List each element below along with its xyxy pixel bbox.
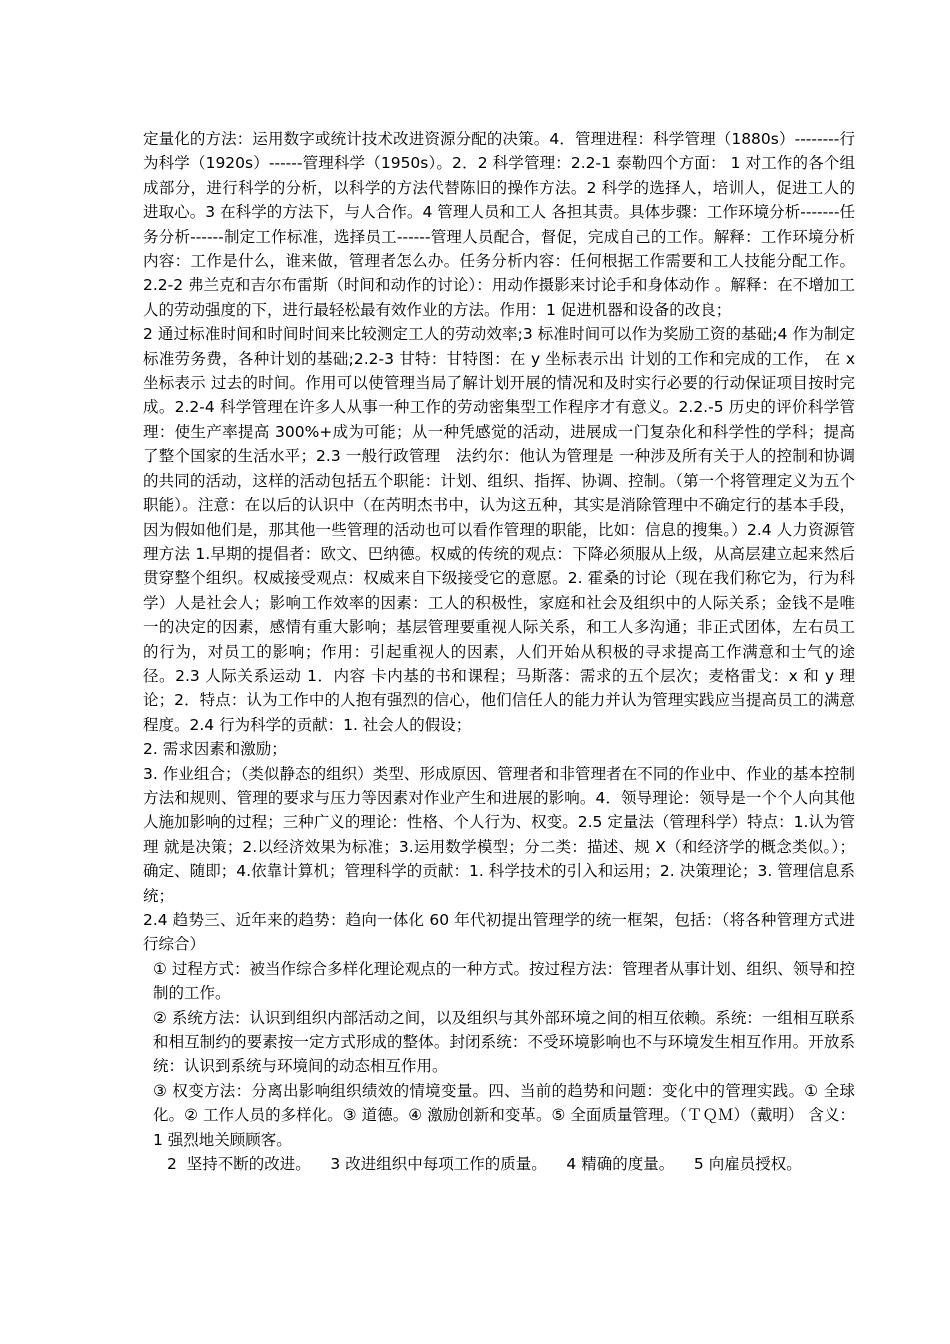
paragraph-4: 3. 作业组合；（类似静态的组织）类型、形成原因、管理者和非管理者在不同的作业中、作业的基本控制方法和规则、管理的要求与压力等因素对作业产生和进展的影响。4．领导理论：领导是一个个人向其他人施加影响的过程；三种广义的理论：性格、个人行为、权变。2.5 定量法（管理科学）特点：1.认为管理 就是决策；2.以经济效果为标准；3.运用数学模型；分二类：描述、规 X（和经济学的概念类似。）；确定、随即；4.依靠计算机；管理科学的贡献：1. 科学技术的引入和运用；2. 决策理论；3. 管理信息系统； xyxy=(143,764,855,905)
paragraph-8: ③ 权变方法：分离出影响组织绩效的情境变量。四、当前的趋势和问题：变化中的管理实践。① 全球化。② 工作人员的多样化。③ 道德。④ 激励创新和变革。⑤ 全面质量管理。（ＴＱＭ）（戴明） 含义：1 强烈地关顾顾客。 xyxy=(153,1081,855,1149)
paragraph-6: ① 过程方式：被当作综合多样化理论观点的一种方式。按过程方法：管理者从事计划、组织、领导和控制的工作。 xyxy=(153,959,855,1003)
paragraph-1: 定量化的方法：运用数字或统计技术改进资源分配的决策。4．管理进程：科学管理（1880s）--------行为科学（1920s）------管理科学（1950s）。2．2 科学管理：2.2-1 泰勒四个方面： 1 对工作的各个组成部分，进行科学的分析，以科学的方法代替陈旧的操作方法。2 科学的选择人，培训人，促进工人的进取心。3 在科学的方法下，与人合作。4 管理人员和工人 各担其责。具体步骤：工作环境分析-------任务分析------制定工作标准，选择员工------管理人员配合，督促，完成自己的工作。解释：工作环境分析内容：工作是什么，谁来做，管理者怎么办。任务分析内容：任何根据工作需要和工人技能分配工作。2.2-2 弗兰克和吉尔布雷斯（时间和动作的讨论）：用动作摄影来讨论手和身体动作 。解释：在不增加工人的劳动强度的下，进行最轻松最有效作业的方法。作用：1 促进机器和设备的改良； xyxy=(143,130,855,319)
paragraph-7: ② 系统方法：认识到组织内部活动之间，以及组织与其外部环境之间的相互依赖。系统：一组相互联系和相互制约的要素按一定方式形成的整体。封闭系统：不受环境影响也不与环境发生相互作用。开放系统：认识到系统与环境间的动态相互作用。 xyxy=(153,1008,855,1076)
paragraph-5: 2.4 趋势三、近年来的趋势：趋向一体化 60 年代初提出管理学的统一框架，包括：（将各种管理方式进行综合） xyxy=(143,911,855,954)
paragraph-2: 2 通过标准时间和时间时间来比较测定工人的劳动效率;3 标准时间可以作为奖励工资的基础;4 作为制定标准劳务费，各种计划的基础;2.2-3 甘特：甘特图：在 y 坐标表示出 计划的工作和完成的工作， 在 x 坐标表示 过去的时间。作用可以使管理当局了解计划开展的情况和及时实行必要的行动保证项目按时完成。2.2-4 科学管理在许多人从事一种工作的劳动密集型工作程序才有意义。2.2.-5 历史的评价科学管理：使生产率提高 300%+成为可能；从一种凭感觉的活动，进展成一门复杂化和科学性的学科；提高了整个国家的生活水平；2.3 一般行政管理 法约尔：他认为管理是 一种涉及所有关于人的控制和协调的共同的活动，这样的活动包括五个职能：计划、组织、指挥、协调、控制。（第一个将管理定义为五个职能）。注意：在以后的认识中（在芮明杰书中，认为这五种，其实是消除管理中不确定行的基本手段，因为假如他们是，那其他一些管理的活动也可以看作管理的职能，比如：信息的搜集。）2.4 人力资源管理方法 1.早期的提倡者：欧文、巴纳德。权威的传统的观点：下降必须服从上级，从高层建立起来然后贯穿整个组织。权威接受观点：权威来自下级接受它的意愿。2. 霍桑的讨论（现在我们称它为，行为科学）人是社会人；影响工作效率的因素：工人的积极性，家庭和社会及组织中的人际关系；金钱不是唯一的决定的因素，感情有重大影响；基层管理要重视人际关系，和工人多沟通；非正式团体，左右员工的行为，对员工的影响；作用：引起重视人的因素，人们开始从积极的寻求提高工作满意和士气的途径。2.3 人际关系运动 1．内容 卡内基的书和课程；马斯落：需求的五个层次；麦格雷戈：x 和 y 理论；2．特点：认为工作中的人抱有强烈的信心，他们信任人的能力并认为管理实践应当提高员工的满意程度。2.4 行为科学的贡献：1. 社会人的假设； xyxy=(143,325,855,734)
paragraph-3: 2. 需求因素和激励； xyxy=(143,740,287,759)
paragraph-9: 2 坚持不断的改进。 3 改进组织中每项工作的质量。 4 精确的度量。 5 向雇员授权。 xyxy=(167,1155,802,1174)
document-body xyxy=(143,127,855,1176)
